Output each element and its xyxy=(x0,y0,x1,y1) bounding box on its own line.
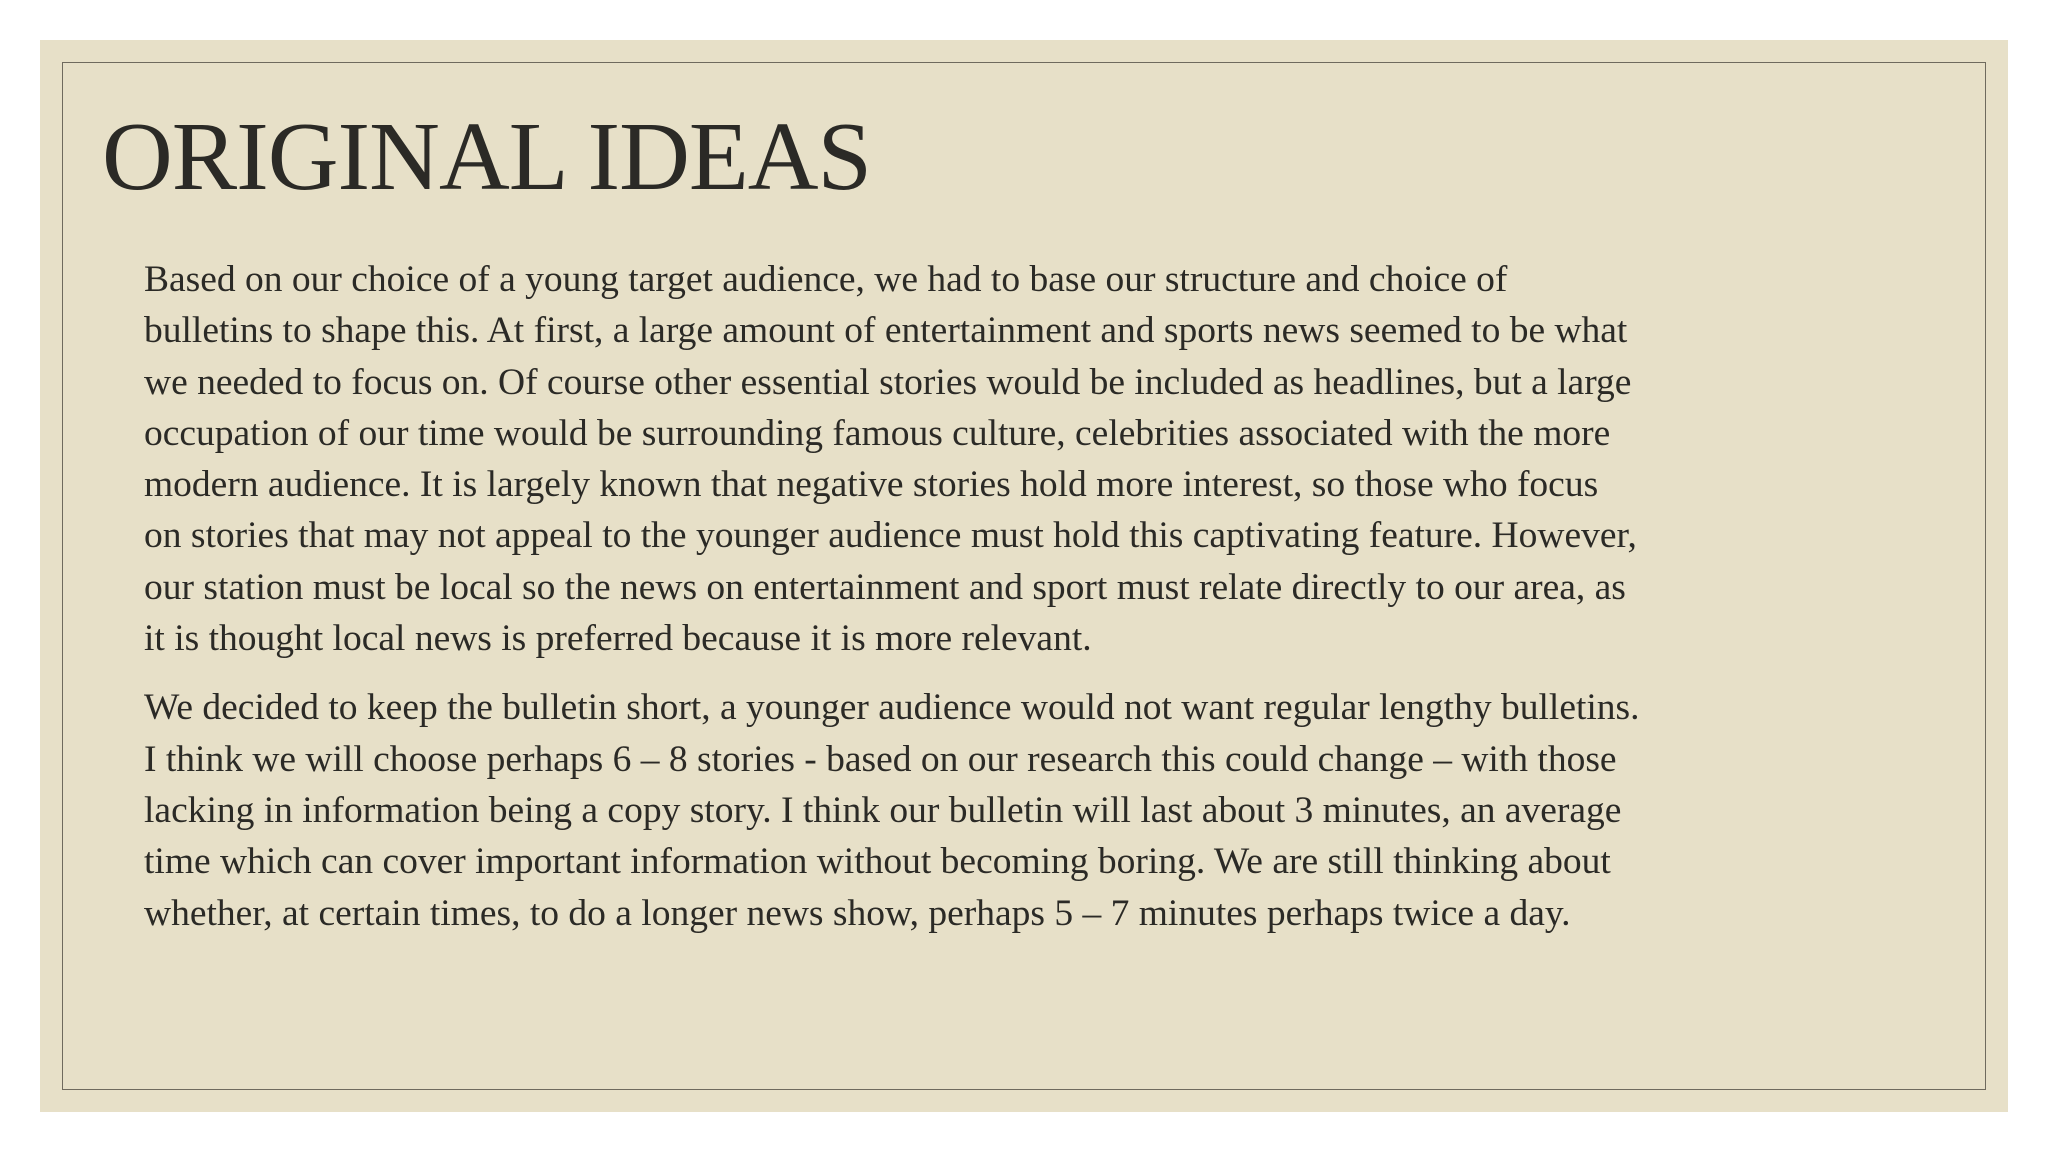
text-line: it is thought local news is preferred because it is more relevant. xyxy=(144,618,1092,660)
text-line: lacking in information being a copy story. I think our bulletin will last about 3 minutes, an average xyxy=(144,789,1622,831)
slide xyxy=(40,40,2008,1112)
text-line: I think we will choose perhaps 6 – 8 stories - based on our research this could change – with those xyxy=(144,738,1617,780)
text-line: whether, at certain times, to do a longer news show, perhaps 5 – 7 minutes perhaps twice a day. xyxy=(144,892,1571,934)
text-line: occupation of our time would be surrounding famous culture, celebrities associated with the more xyxy=(144,412,1611,454)
text-line: we needed to focus on. Of course other essential stories would be included as headlines, but a large xyxy=(144,361,1632,403)
text-line: bulletins to shape this. At first, a large amount of entertainment and sports news seemed to be what xyxy=(144,310,1628,352)
text-line: time which can cover important information without becoming boring. We are still thinking about xyxy=(144,841,1611,883)
paragraph-target-audience xyxy=(144,254,1864,664)
slide-body xyxy=(144,254,1864,939)
text-line: on stories that may not appeal to the younger audience must hold this captivating feature. However, xyxy=(144,515,1637,557)
text-line: We decided to keep the bulletin short, a younger audience would not want regular lengthy bulletins. xyxy=(144,687,1640,729)
paragraph-bulletin-length xyxy=(144,682,1864,938)
slide-title: ORIGINAL IDEAS xyxy=(102,103,871,211)
text-line: Based on our choice of a young target audience, we had to base our structure and choice of xyxy=(144,259,1508,300)
text-line: our station must be local so the news on entertainment and sport must relate directly to our area, as xyxy=(144,566,1626,608)
text-line: modern audience. It is largely known that negative stories hold more interest, so those who focus xyxy=(144,464,1599,506)
